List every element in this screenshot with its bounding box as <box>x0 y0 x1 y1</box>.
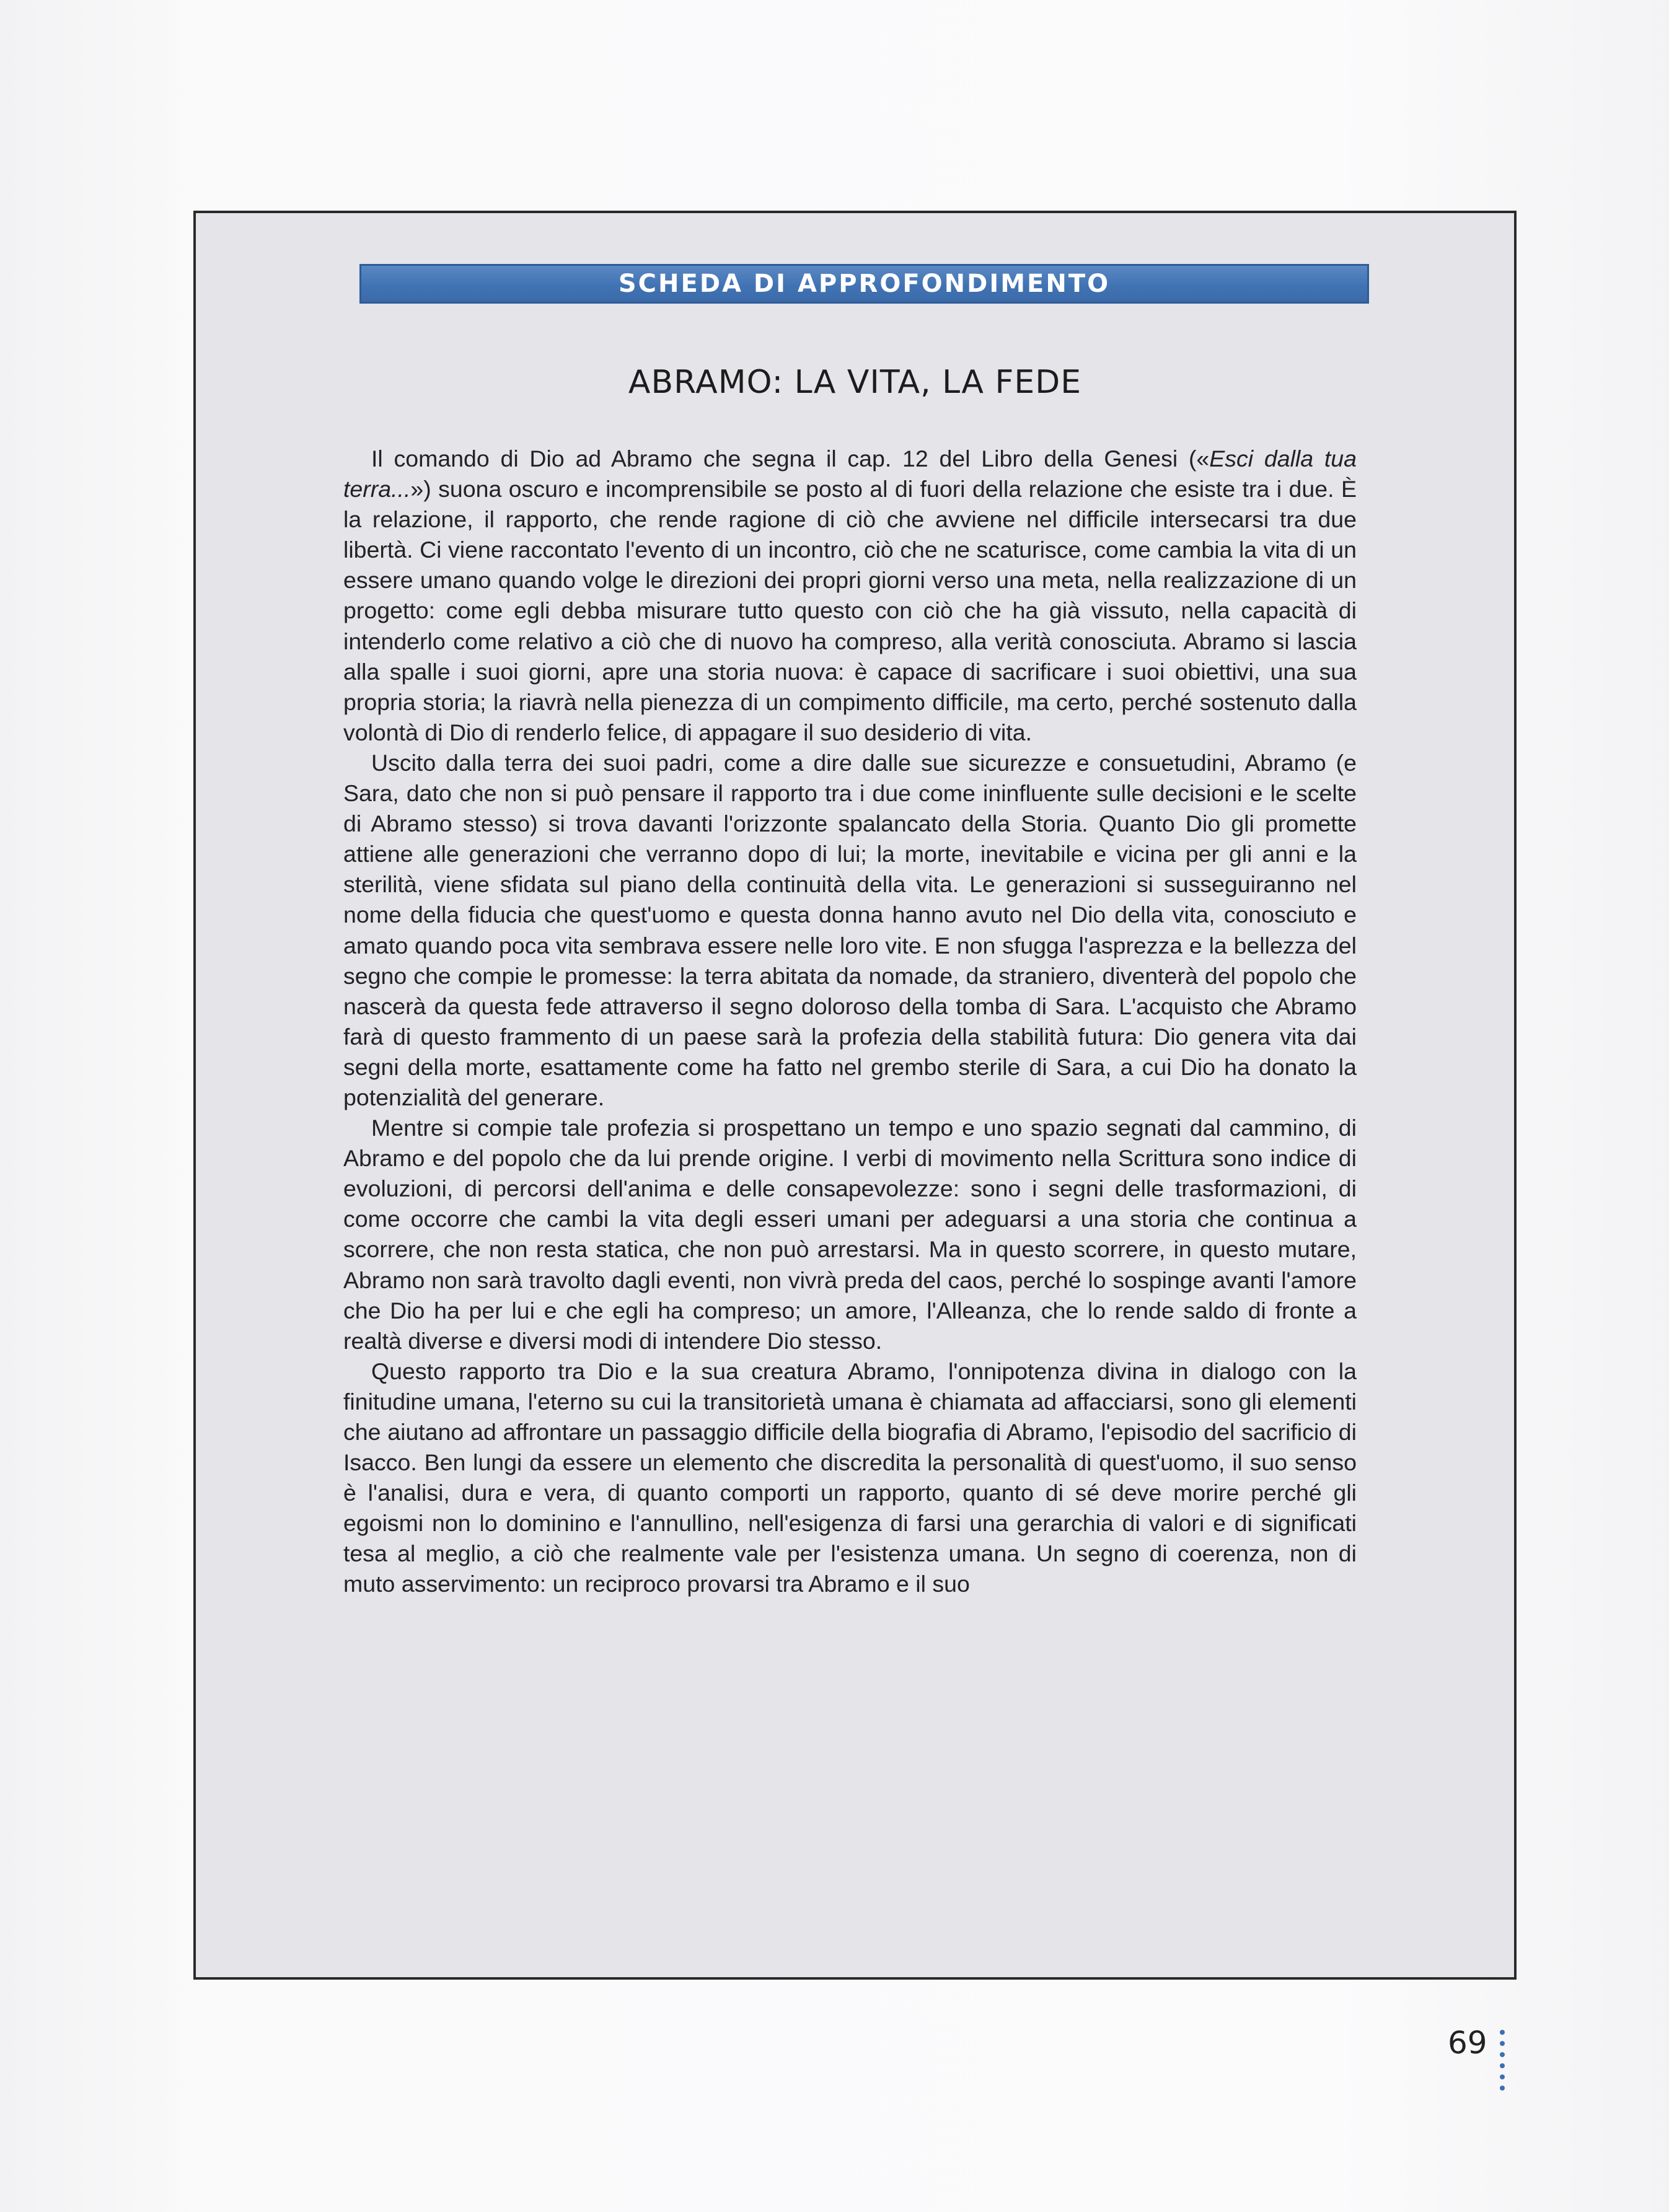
article-body <box>343 444 1357 1600</box>
paragraph-1-end: ») suona oscuro e incomprensibile se posto al di fuori della relazione che esiste tra i due. È la relazione, il rapporto, che rende ragione di ciò che avviene nel difficile intersecarsi tra due libertà. Ci viene raccontato l'evento di un incontro, ciò che ne scaturisce, come cambia la vita di un essere umano quando volge le direzioni dei propri giorni verso una meta, nella realizzazione di un progetto: come egli debba misurare tutto questo con ciò che ha già vissuto, nella capacità di intenderlo come relativo a ciò che di nuovo ha compreso, alla verità conosciuta. Abramo si lascia alla spalle i suoi giorni, apre una storia nuova: è capace di sacrificare i suoi obiettivi, una sua propria storia; la riavrà nella pienezza di un compimento difficile, ma certo, perché sostenuto dalla volontà di Dio di renderlo felice, di appagare il suo desiderio di vita. <box>343 476 1357 745</box>
paragraph-4: Questo rapporto tra Dio e la sua creatura Abramo, l'onnipotenza divina in dialogo con la finitudine umana, l'eterno su cui la transitorietà umana è chiamata ad affacciarsi, sono gli elementi che aiutano ad affrontare un passaggio difficile della biografia di Abramo, l'episodio del sacrificio di Isacco. Ben lungi da essere un elemento che discredita la personalità di quest'uomo, il suo senso è l'analisi, dura e vera, di quanto comporti un rapporto, quanto di sé deve morire perché gli egoismi non lo dominino e l'annullino, nell'esigenza di farsi una gerarchia di valori e di significati tesa al meglio, a ciò che realmente vale per l'esistenza umana. Un segno di coerenza, non di muto asservimento: un reciproco provarsi tra Abramo e il suo <box>343 1358 1357 1597</box>
article-title: ABRAMO: LA VITA, LA FEDE <box>628 364 1082 401</box>
banner-label: SCHEDA DI APPROFONDIMENTO <box>618 270 1111 298</box>
page-dots-decoration <box>1500 2030 1506 2097</box>
page-number: 69 <box>1448 2025 1487 2061</box>
paragraph-1-start: Il comando di Dio ad Abramo che segna il cap. 12 del Libro della Genesi (« <box>371 445 1210 472</box>
section-banner <box>359 264 1369 304</box>
paragraph-1-quote: Esci dalla tua terra... <box>343 445 1357 503</box>
study-box <box>193 211 1517 1980</box>
paragraph-3: Mentre si compie tale profezia si prospettano un tempo e uno spazio segnati dal cammino, di Abramo e del popolo che da lui prende origine. I verbi di movimento nella Scrittura sono indice di evoluzioni, di percorsi dell'anima e delle consapevolezze: sono i segni delle trasformazioni, di come occorre che cambi la vita degli esseri umani per adeguarsi a una storia che continua a scorrere, che non resta statica, che non può arrestarsi. Ma in questo scorrere, in questo mutare, Abramo non sarà travolto dagli eventi, non vivrà preda del caos, perché lo sospinge avanti l'amore che Dio ha per lui e che egli ha compreso; un amore, l'Alleanza, che lo rende saldo di fronte a realtà diverse e diversi modi di intendere Dio stesso. <box>343 1115 1357 1354</box>
paragraph-2: Uscito dalla terra dei suoi padri, come a dire dalle sue sicurezze e consuetudini, Abramo (e Sara, dato che non si può pensare il rapporto tra i due come ininfluente sulle decisioni e le scelte di Abramo stesso) si trova davanti l'orizzonte spalancato della Storia. Quanto Dio gli promette attiene alle generazioni che verranno dopo di lui; la morte, inevitabile e vicina per gli anni e la sterilità, viene sfidata sul piano della continuità della vita. Le generazioni si susseguiranno nel nome della fiducia che quest'uomo e questa donna hanno avuto nel Dio della vita, conosciuto e amato quando poca vita sembrava essere nelle loro vite. E non sfugga l'asprezza e la bellezza del segno che compie le promesse: la terra abitata da nomade, da straniero, diventerà del popolo che nascerà da questa fede attraverso il segno doloroso della tomba di Sara. L'acquisto che Abramo farà di questo frammento di un paese sarà la profezia della stabilità futura: Dio genera vita dai segni della morte, esattamente come ha fatto nel grembo sterile di Sara, a cui Dio ha donato la potenzialità del generare. <box>343 749 1357 1110</box>
paragraph-1 <box>343 444 1357 748</box>
